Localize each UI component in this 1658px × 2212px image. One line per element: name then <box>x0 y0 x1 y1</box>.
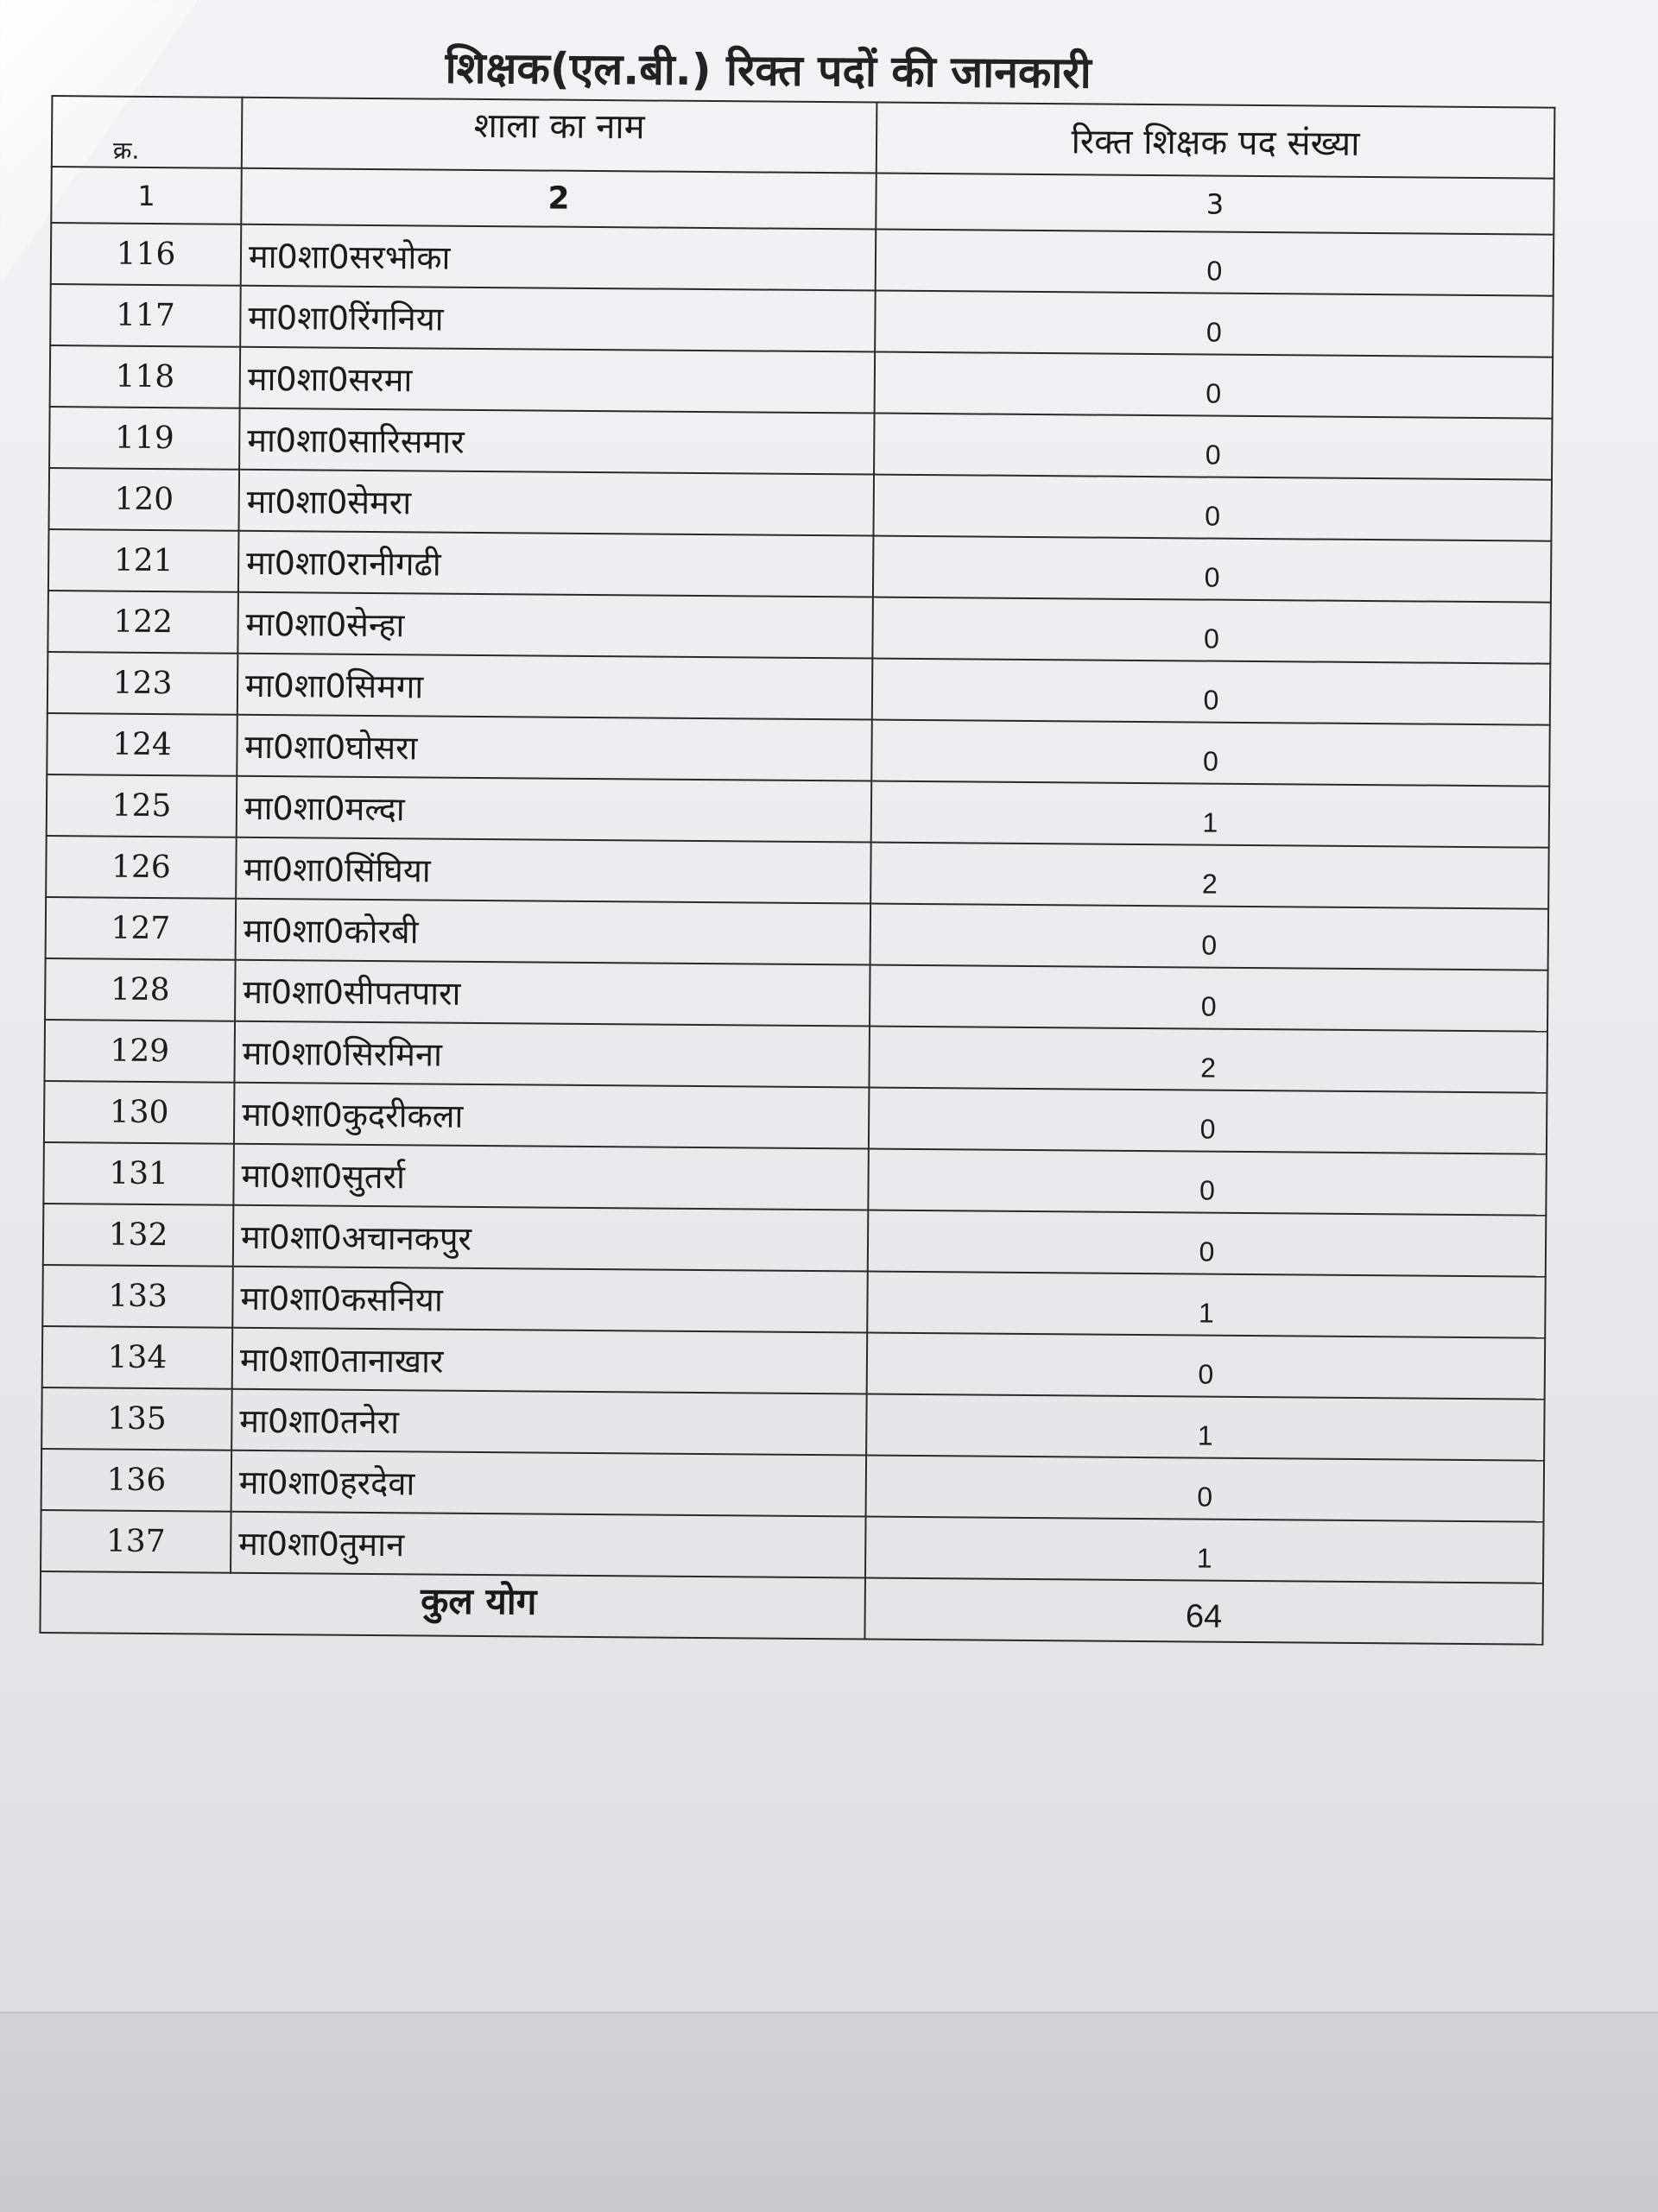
serial-number-cell: 123 <box>47 652 238 715</box>
vacant-count-cell: 0 <box>874 414 1553 480</box>
school-name-cell: मा0शा0रिंगनिया <box>240 286 876 352</box>
table-row <box>50 284 1554 357</box>
table-row <box>43 1142 1547 1216</box>
school-name-cell: मा0शा0सुतर्रा <box>233 1144 869 1210</box>
vacant-count-cell: 0 <box>871 720 1550 787</box>
school-name-cell: मा0शा0घोसरा <box>237 715 872 781</box>
school-name-cell: मा0शा0मल्दा <box>237 776 872 843</box>
table-row <box>42 1326 1546 1400</box>
vacant-count-cell: 0 <box>875 291 1554 357</box>
serial-number-cell: 127 <box>46 897 237 960</box>
school-name-cell: मा0शा0तानाखार <box>232 1328 868 1394</box>
serial-number-cell: 130 <box>44 1081 235 1144</box>
serial-number-cell: 121 <box>48 529 239 592</box>
school-name-cell: मा0शा0कुदरीकला <box>234 1083 870 1149</box>
table-row <box>46 836 1549 909</box>
vacant-count-cell: 1 <box>867 1272 1546 1338</box>
vacant-count-cell: 1 <box>866 1394 1545 1460</box>
serial-number-cell: 117 <box>50 284 241 347</box>
vacant-count-cell: 0 <box>868 1149 1547 1216</box>
table-row <box>47 652 1551 725</box>
document-title: शिक्षक(एल.बी.) रिक्त पदों की जानकारी <box>445 42 1092 98</box>
total-row <box>40 1571 1543 1645</box>
serial-number-cell: 135 <box>41 1387 232 1450</box>
school-name-cell: मा0शा0सेन्हा <box>237 592 873 659</box>
vacant-count-cell: 0 <box>866 1455 1545 1521</box>
school-name-cell: मा0शा0अचानकपुर <box>233 1205 869 1272</box>
serial-number-cell: 118 <box>50 345 241 408</box>
serial-number-cell: 137 <box>41 1510 231 1573</box>
vacant-count-cell: 0 <box>876 230 1554 296</box>
vacant-count-cell: 0 <box>873 475 1552 541</box>
vacant-count-cell: 0 <box>875 352 1554 419</box>
school-name-cell: मा0शा0सिमगा <box>237 654 873 720</box>
table-row <box>47 713 1550 787</box>
paper-bottom-edge <box>0 2012 1658 2212</box>
school-name-cell: मा0शा0तुमान <box>231 1512 866 1578</box>
vacant-count-cell: 1 <box>865 1516 1544 1583</box>
school-name-cell: मा0शा0हरदेवा <box>231 1450 867 1517</box>
table-row <box>46 897 1549 970</box>
table-row <box>50 345 1554 419</box>
school-name-cell: मा0शा0सरमा <box>240 347 876 414</box>
table-row <box>42 1265 1546 1338</box>
vacant-count-cell: 0 <box>870 965 1548 1032</box>
school-name-cell: मा0शा0रानीगढी <box>238 531 874 597</box>
school-name-cell: मा0शा0सीपतपारा <box>235 960 870 1027</box>
total-value: 64 <box>864 1577 1543 1644</box>
serial-number-cell: 128 <box>45 958 236 1021</box>
serial-number-cell: 126 <box>46 836 237 899</box>
school-name-cell: मा0शा0सिरमिना <box>234 1021 870 1088</box>
serial-number-cell: 134 <box>42 1326 233 1389</box>
school-name-cell: मा0शा0सारिसमार <box>239 408 875 475</box>
serial-number-cell: 116 <box>51 223 242 286</box>
total-label: कुल योग <box>40 1571 865 1639</box>
vacant-count-cell: 0 <box>867 1333 1546 1400</box>
column-number-1: 1 <box>51 167 242 224</box>
school-name-cell: मा0शा0कोरबी <box>236 899 871 965</box>
vacant-posts-header: रिक्त शिक्षक पद संख्या <box>876 103 1555 179</box>
school-name-cell: मा0शा0कसनिया <box>232 1267 868 1333</box>
serial-number-cell: 133 <box>42 1265 233 1328</box>
table-row <box>48 529 1552 603</box>
serial-number-cell: 122 <box>47 591 238 654</box>
school-name-cell: मा0शा0सरभोका <box>241 224 876 291</box>
vacant-count-cell: 0 <box>868 1210 1547 1277</box>
table-row <box>45 958 1548 1032</box>
vacant-count-cell: 0 <box>872 597 1551 664</box>
table-row <box>49 407 1553 480</box>
table-row <box>41 1510 1544 1583</box>
vacant-count-cell: 2 <box>869 1027 1547 1093</box>
serial-number-cell: 131 <box>43 1142 234 1205</box>
school-name-cell: मा0शा0सिंघिया <box>236 837 871 904</box>
school-name-cell: मा0शा0तनेरा <box>231 1389 867 1456</box>
school-name-header: शाला का नाम <box>242 98 877 174</box>
serial-number-cell: 119 <box>49 407 240 470</box>
vacancy-document <box>35 35 1558 1646</box>
table-row <box>43 1204 1547 1277</box>
table-row <box>47 591 1551 664</box>
table-row <box>51 223 1554 296</box>
column-number-3: 3 <box>876 174 1554 235</box>
serial-number-cell: 120 <box>48 468 239 531</box>
vacant-count-cell: 0 <box>870 904 1549 970</box>
school-name-cell: मा0शा0सेमरा <box>238 470 874 536</box>
table-header-row <box>52 96 1555 179</box>
column-number-2: 2 <box>241 168 876 230</box>
vacancy-table <box>39 95 1555 1646</box>
table-row <box>47 774 1550 848</box>
vacant-count-cell: 0 <box>873 536 1552 603</box>
serial-number-cell: 132 <box>43 1204 234 1267</box>
serial-number-cell: 125 <box>47 774 237 837</box>
table-row <box>44 1020 1547 1093</box>
serial-number-cell: 124 <box>47 713 237 776</box>
table-row <box>41 1387 1545 1461</box>
serial-header: क्र. <box>52 96 243 168</box>
table-row <box>41 1449 1545 1522</box>
vacant-count-cell: 2 <box>870 843 1549 909</box>
serial-number-cell: 136 <box>41 1449 232 1512</box>
table-row <box>48 468 1552 541</box>
serial-number-cell: 129 <box>44 1020 235 1083</box>
table-row <box>44 1081 1547 1154</box>
vacant-count-cell: 1 <box>871 781 1550 848</box>
vacant-count-cell: 0 <box>872 659 1551 725</box>
vacant-count-cell: 0 <box>869 1088 1547 1154</box>
